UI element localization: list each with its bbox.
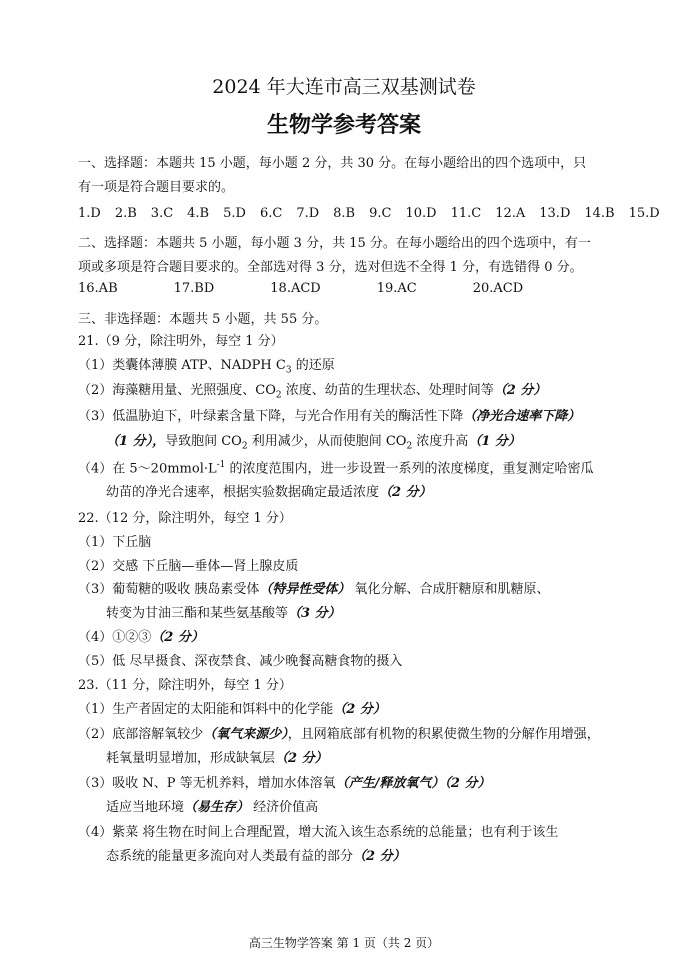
q22-answer-3-cont: 转变为甘油三酯和某些氨基酸等（3 分） (106, 606, 341, 621)
answer-item: 3.C (150, 206, 174, 221)
answer-item: 7.D (296, 206, 320, 221)
answer-item: 8.B (333, 206, 356, 221)
section1-answers (78, 206, 674, 222)
q23-answer-2-cont: 耗氧量明显增加，形成缺氧层（2 分） (106, 751, 328, 766)
q22-answer-5: （5）低 尽早摄食、深夜禁食、减少晚餐高糖食物的摄入 (78, 654, 403, 669)
q23-answer-4-cont: 态系统的能量更多流向对人类最有益的部分（2 分） (106, 849, 406, 864)
q23-answer-1: （1）生产者固定的太阳能和饵料中的化学能（2 分） (78, 702, 386, 717)
answer-item: 16.AB (78, 281, 118, 296)
answer-item: 15.D (628, 206, 660, 221)
answer-item: 6.C (259, 206, 283, 221)
answer-item: 5.D (223, 206, 246, 221)
answer-item: 11.C (450, 206, 482, 221)
answer-item: 1.D (78, 206, 101, 221)
answer-item: 4.B (187, 206, 210, 221)
section1-instruction-line2: 有一项是符合题目要求的。 (78, 180, 235, 195)
answer-item: 12.A (495, 206, 526, 221)
q22-answer-2: （2）交感 下丘脑—垂体—肾上腺皮质 (78, 559, 299, 574)
answer-item: 20.ACD (472, 281, 524, 296)
answer-item: 9.C (369, 206, 392, 221)
answer-item: 19.AC (376, 281, 417, 296)
answer-item: 10.D (405, 206, 437, 221)
q22-answer-3: （3）葡萄糖的吸收 胰岛素受体（特异性受体） 氧化分解、合成肝糖原和肌糖原、 (78, 582, 550, 597)
q21-answer-2: （2）海藻糖用量、光照强度、$CO_2$ 浓度、幼苗的生理状态、处理时间等（2 分） (78, 383, 547, 401)
q21-heading: 21.（9 分，除注明外，每空 1 分） (78, 334, 284, 349)
answer-item: 13.D (539, 206, 571, 221)
page-subtitle: 生物学参考答案 (266, 113, 421, 138)
q21-answer-4-cont: 幼苗的净光合速率，根据实验数据确定最适浓度（2 分） (106, 485, 432, 500)
page-title: 2024 年大连市高三双基测试卷 (212, 76, 476, 98)
q21-answer-1: （1）类囊体薄膜 ATP、NADPH $C_3$ 的还原 (78, 358, 335, 376)
q22-answer-1: （1）下丘脑 (78, 535, 152, 550)
q23-answer-3-cont: 适应当地环境（易生存） 经济价值高 (106, 800, 319, 815)
section2-instruction-line1: 二、选择题：本题共 5 小题，每小题 3 分，共 15 分。在每小题给出的四个选项中，有一 (78, 236, 591, 251)
answer-item: 14.B (584, 206, 615, 221)
section1-instruction-line1: 一、选择题：本题共 15 小题，每小题 2 分，共 30 分。在每小题给出的四个选项中，只 (78, 156, 587, 171)
answer-item: 2.B (114, 206, 137, 221)
answer-item: 18.ACD (270, 281, 321, 296)
page-footer: 高三生物学答案 第 1 页（共 2 页） (248, 936, 440, 950)
section2-answers (78, 281, 579, 297)
q23-answer-2: （2）底部溶解氧较少（氧气来源少），且网箱底部有机物的积累使微生物的分解作用增强， (78, 727, 600, 742)
q21-answer-4: （4）在 $5\sim 20mmol\cdot L^{-1}$ 的浓度范围内，进一步设置一系列的浓度梯度，重复测定哈密瓜 (78, 460, 594, 477)
q22-heading: 22.（12 分，除注明外，每空 1 分） (78, 511, 292, 526)
q22-answer-4: （4）①②③（2 分） (78, 630, 204, 645)
section2-instruction-line2: 项或多项是符合题目要求的。全部选对得 3 分，选对但选不全得 1 分，有选错得 0 分。 (78, 260, 583, 275)
answer-item: 17.BD (173, 281, 215, 296)
q23-answer-4: （4）紫菜 将生物在时间上合理配置，增大流入该生态系统的总能量；也有利于该生 (78, 825, 559, 840)
q21-answer-3: （3）低温胁迫下，叶绿素含量下降，与光合作用有关的酶活性下降（净光合速率下降） (78, 409, 581, 424)
q23-heading: 23.（11 分，除注明外，每空 1 分） (78, 678, 292, 693)
q21-answer-3-cont: （1 分），导致胞间 $CO_2$ 利用减少，从而使胞间 $CO_2$ 浓度升高（1 分） (106, 434, 521, 452)
q23-answer-3: （3）吸收 N、P 等无机养料，增加水体溶氧（产生/释放氧气）（2 分） (78, 776, 491, 791)
section3-heading: 三、非选择题：本题共 5 小题，共 55 分。 (78, 312, 328, 327)
